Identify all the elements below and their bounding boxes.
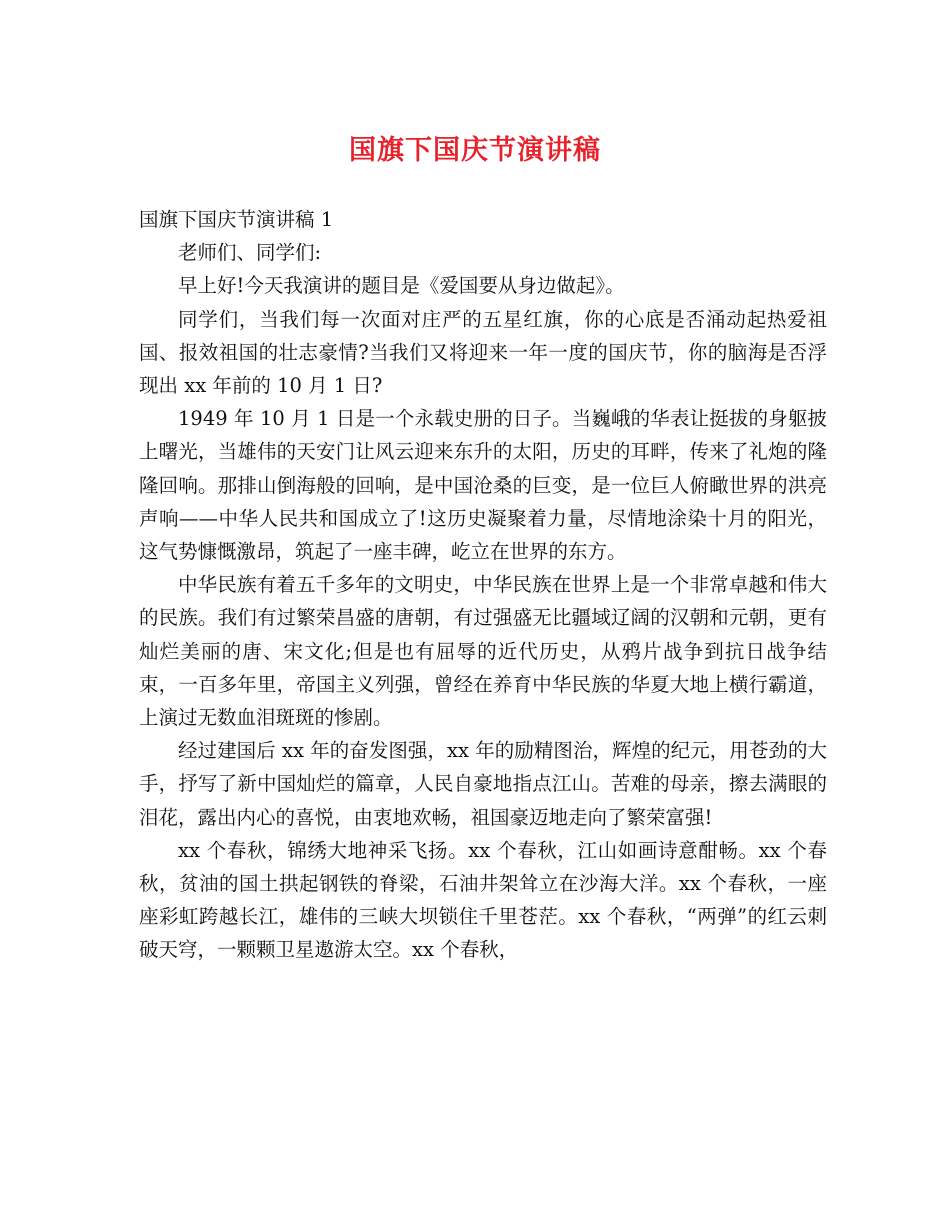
paragraph-intro: 早上好!今天我演讲的题目是《爱国要从身边做起》。: [178, 274, 625, 298]
paragraph-greeting: 老师们、同学们:: [178, 241, 322, 265]
paragraph: 1949 年 10 月 1 日是一个永载史册的日子。当巍峨的华表让挺拔的身躯披上曙光，当雄伟的天安门让风云迎来东升的太阳，历史的耳畔，传来了礼炮的隆隆回响。那排山倒海般的回响，是中国沧桑的巨变，是一位巨人俯瞰世界的洪亮声响——中华人民共和国成立了!这历史凝聚着力量，尽情地涂染十月的阳光，这气势慷慨激昂，筑起了一座丰碑，屹立在世界的东方。: [139, 407, 827, 564]
paragraph: xx 个春秋，锦绣大地神采飞扬。xx 个春秋，江山如画诗意酣畅。xx 个春秋，贫油的国土拱起钢铁的脊梁，石油井架耸立在沙海大洋。xx 个春秋，一座座彩虹跨越长江，雄伟的三峡大坝锁住千里苍茫。xx 个春秋，“两弹”的红云刺破天穹，一颗颗卫星遨游太空。xx 个春秋，: [139, 838, 827, 962]
paragraph: 同学们，当我们每一次面对庄严的五星红旗，你的心底是否涌动起热爱祖国、报效祖国的壮志豪情?当我们又将迎来一年一度的国庆节，你的脑海是否浮现出 xx 年前的 10 月 1 日?: [139, 307, 827, 398]
document-title: 国旗下国庆节演讲稿: [349, 135, 601, 166]
paragraph: 经过建国后 xx 年的奋发图强，xx 年的励精图治，辉煌的纪元，用苍劲的大手，抒写了新中国灿烂的篇章，人民自豪地指点江山。苦难的母亲，擦去满眼的泪花，露出内心的喜悦，由衷地欢畅，祖国豪迈地走向了繁荣富强!: [139, 739, 827, 829]
paragraph: 中华民族有着五千多年的文明史，中华民族在世界上是一个非常卓越和伟大的民族。我们有过繁荣昌盛的唐朝，有过强盛无比疆域辽阔的汉朝和元朝，更有灿烂美丽的唐、宋文化;但是也有屈辱的近代历史，从鸦片战争到抗日战争结束，一百多年里，帝国主义列强，曾经在养育中华民族的华夏大地上横行霸道，上演过无数血泪斑斑的惨剧。: [139, 573, 827, 730]
document-body: [139, 203, 827, 967]
section-heading: 国旗下国庆节演讲稿 1: [139, 208, 334, 231]
